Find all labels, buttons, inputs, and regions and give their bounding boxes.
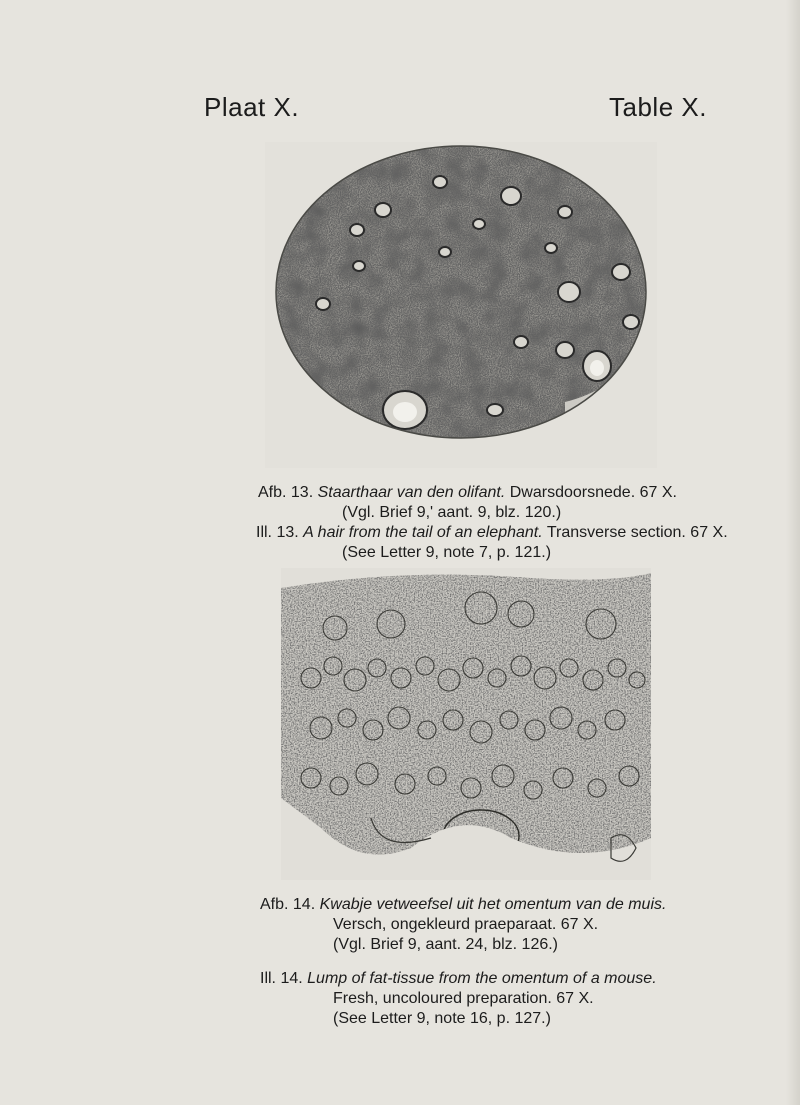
caption-line [256, 523, 728, 543]
figure-title: A hair from the tail of an elephant. [303, 524, 543, 541]
figure-title: Kwabje vetweefsel uit het omentum van de muis. [319, 896, 667, 913]
figure-label: Afb. 14. [260, 896, 316, 913]
caption-line [260, 969, 666, 989]
figure-description: Dwarsdoorsnede. 67 X. [509, 484, 677, 501]
fat-tissue-image [281, 568, 651, 880]
fat-tissue-plate [281, 568, 651, 880]
reference-line: (Vgl. Brief 9, aant. 24, blz. 126.) [333, 936, 559, 953]
caption-line [258, 483, 728, 503]
caption-line [260, 895, 666, 915]
figure-13-caption [258, 483, 728, 563]
reference-line: (See Letter 9, note 16, p. 127.) [333, 1010, 551, 1027]
figure-title: Staarthaar van den olifant. [317, 484, 506, 501]
figure-label: Ill. 13. [256, 524, 299, 541]
reference-line: (Vgl. Brief 9,' aant. 9, blz. 120.) [342, 504, 562, 521]
figure-label: Ill. 14. [260, 970, 303, 987]
plate-number-english: Table X. [609, 92, 707, 122]
figure-title: Lump of fat-tissue from the omentum of a mouse. [307, 970, 657, 987]
caption-gap [260, 955, 666, 969]
plate-number-dutch: Plaat X. [204, 92, 300, 122]
figure-14-caption [260, 895, 666, 1029]
elephant-hair-section-image [265, 142, 657, 468]
reference-line: (See Letter 9, note 7, p. 121.) [342, 544, 552, 561]
figure-description: Transverse section. 67 X. [546, 524, 728, 541]
elephant-hair-section-plate [265, 142, 657, 468]
figure-label: Afb. 13. [258, 484, 314, 501]
page-edge-shadow [786, 0, 800, 1105]
caption-line: Versch, ongekleurd praeparaat. 67 X. [333, 916, 599, 933]
caption-line: Fresh, uncoloured preparation. 67 X. [333, 990, 594, 1007]
